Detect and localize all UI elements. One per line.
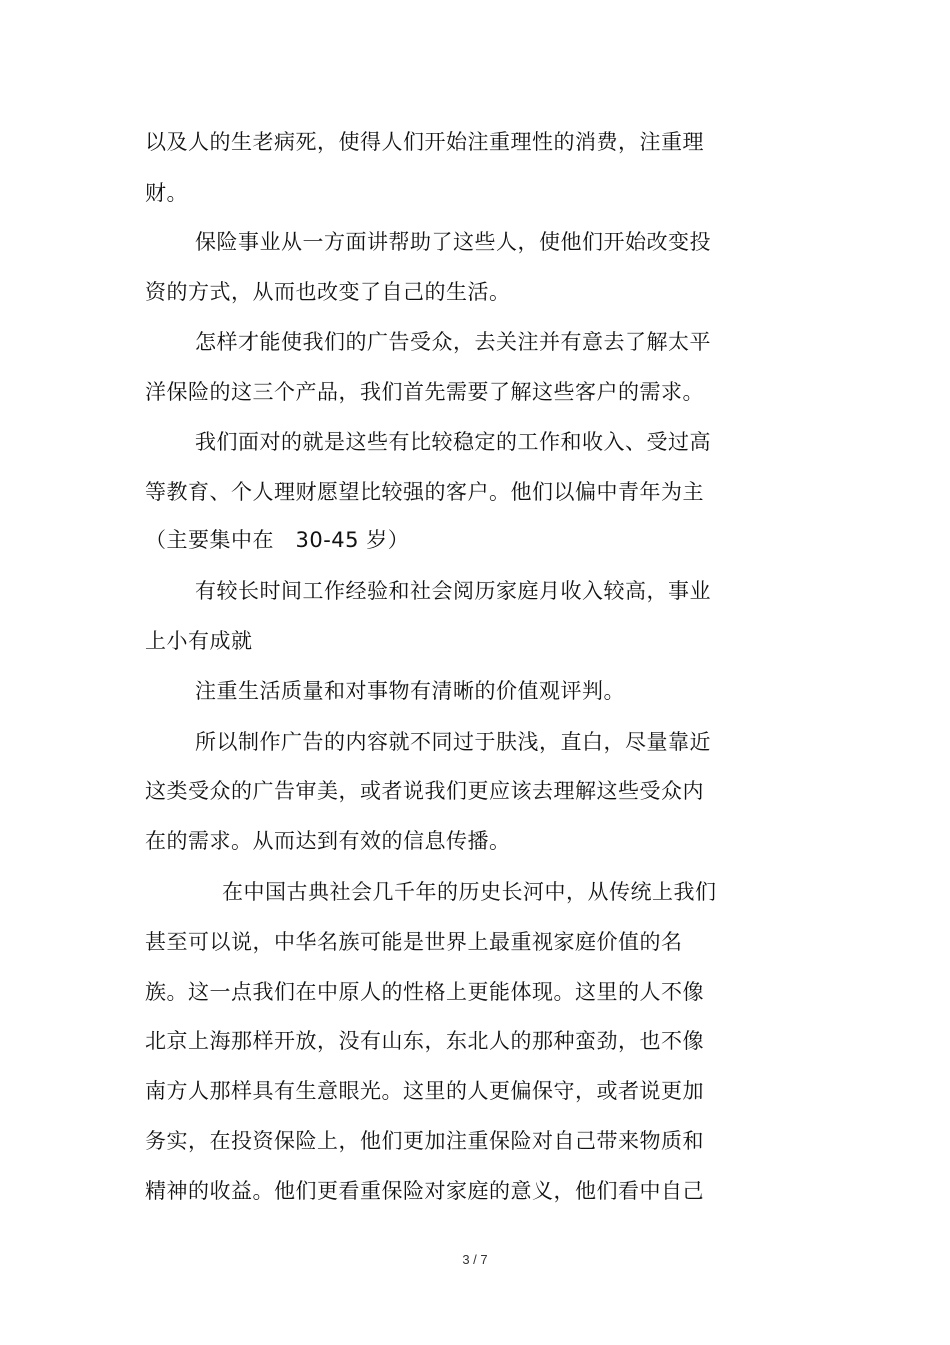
text-line: 我们面对的就是这些有比较稳定的工作和收入、受过高 <box>195 430 711 454</box>
text-line: 等教育、个人理财愿望比较强的客户。他们以偏中青年为主 <box>145 480 704 504</box>
text-line: 保险事业从一方面讲帮助了这些人，使他们开始改变投 <box>195 230 711 254</box>
text-line: 甚至可以说，中华名族可能是世界上最重视家庭价值的名 <box>145 930 683 954</box>
text-line: 北京上海那样开放，没有山东，东北人的那种蛮劲，也不像 <box>145 1029 704 1053</box>
text-line: 以及人的生老病死，使得人们开始注重理性的消费，注重理 <box>145 130 704 154</box>
text-line: 资的方式，从而也改变了自己的生活。 <box>145 280 511 304</box>
text-line: 有较长时间工作经验和社会阅历家庭月收入较高，事业 <box>195 579 711 603</box>
text-line: 南方人那样具有生意眼光。这里的人更偏保守，或者说更加 <box>145 1079 704 1103</box>
text-line: 在中国古典社会几千年的历史长河中，从传统上我们 <box>222 880 717 904</box>
text-line: 注重生活质量和对事物有清晰的价值观评判。 <box>195 679 625 703</box>
text-line: 务实，在投资保险上，他们更加注重保险对自己带来物质和 <box>145 1129 704 1153</box>
text-line: 怎样才能使我们的广告受众，去关注并有意去了解太平 <box>195 330 711 354</box>
text-line: 洋保险的这三个产品，我们首先需要了解这些客户的需求。 <box>145 380 704 404</box>
text-line: 在的需求。从而达到有效的信息传播。 <box>145 829 511 853</box>
text-line: 所以制作广告的内容就不同过于肤浅，直白，尽量靠近 <box>195 730 711 754</box>
text-line: 这类受众的广告审美，或者说我们更应该去理解这些受众内 <box>145 779 704 803</box>
text-line: 财。 <box>145 181 188 205</box>
text-line: 上小有成就 <box>145 629 253 653</box>
page-number: 3 / 7 <box>462 1252 488 1267</box>
text-line: 族。这一点我们在中原人的性格上更能体现。这里的人不像 <box>145 980 704 1004</box>
text-line: （主要集中在 30-45 岁） <box>145 528 410 552</box>
text-line: 精神的收益。他们更看重保险对家庭的意义，他们看中自己 <box>145 1179 704 1203</box>
